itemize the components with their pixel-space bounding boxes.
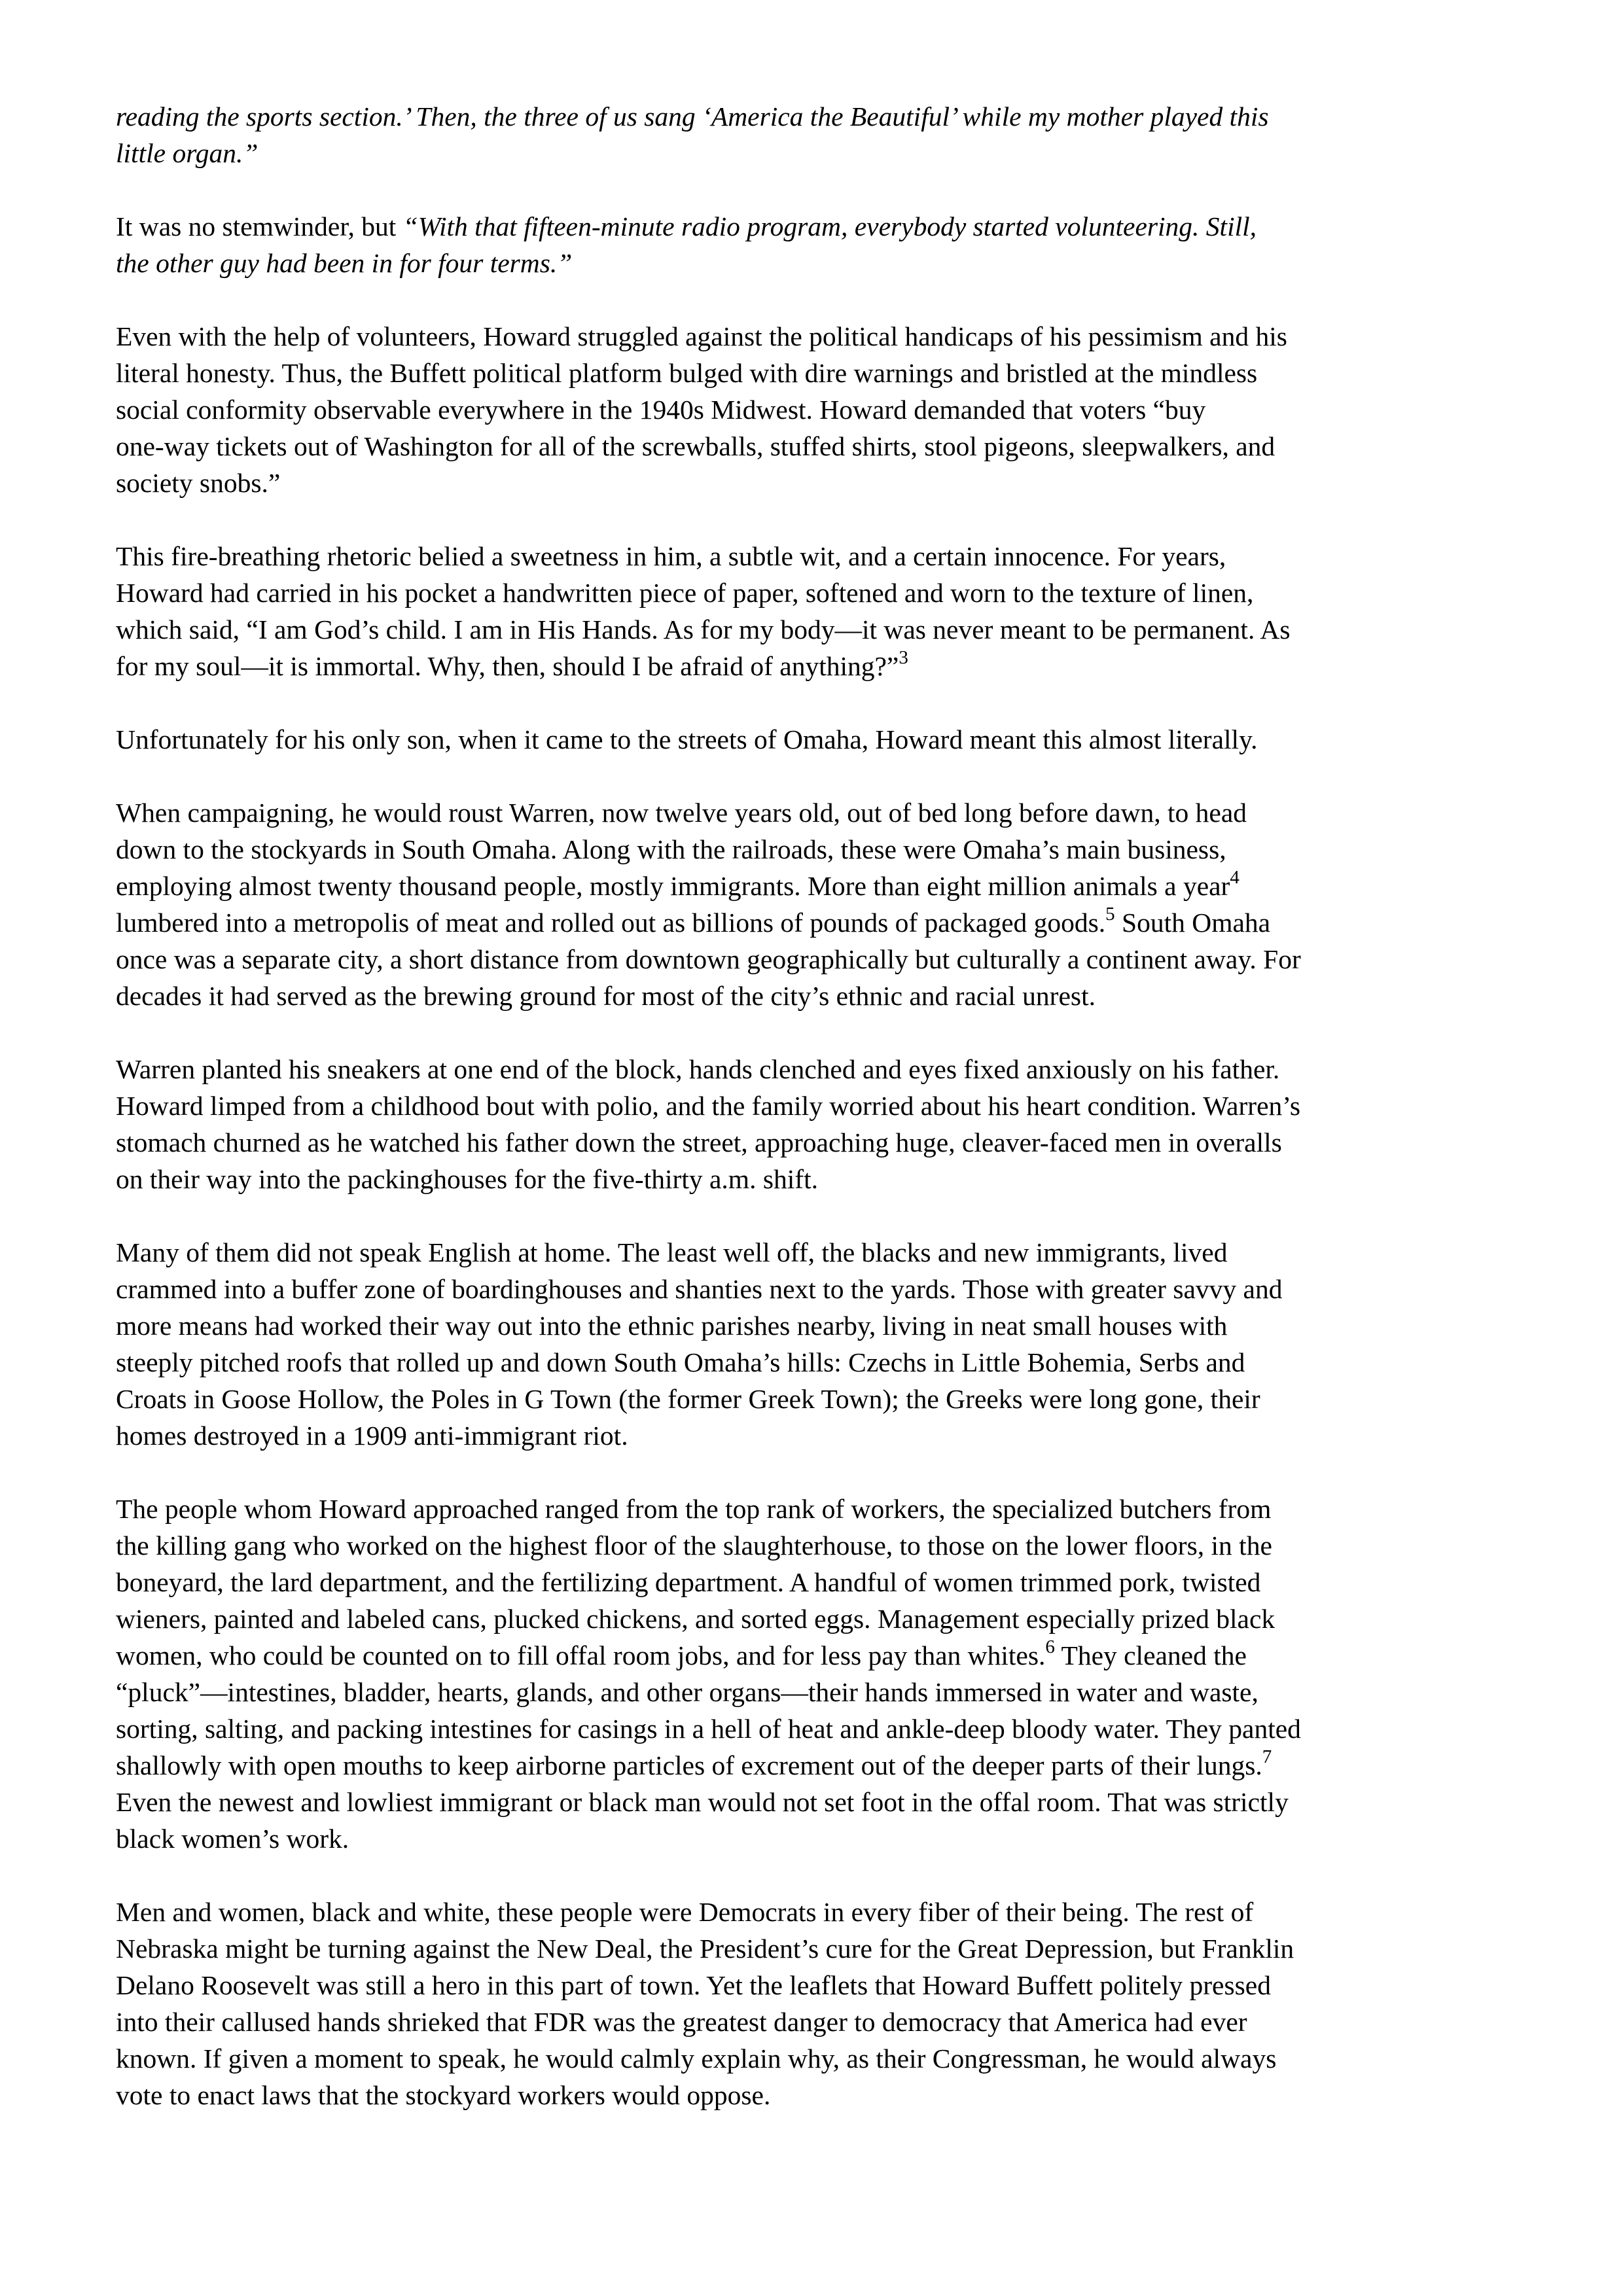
- text-run: social conformity observable everywhere in the 1940s Midwest. Howard demanded that voters “buy: [116, 395, 1206, 425]
- footnote-marker: 7: [1262, 1746, 1272, 1767]
- text-run: more means had worked their way out into the ethnic parishes nearby, living in neat small houses with: [116, 1311, 1228, 1341]
- text-run: When campaigning, he would roust Warren, now twelve years old, out of bed long before dawn, to head: [116, 798, 1247, 828]
- text-line: [116, 831, 1525, 868]
- text-run: “pluck”—intestines, bladder, hearts, glands, and other organs—their hands immersed in water and waste,: [116, 1677, 1258, 1707]
- text-line: [116, 1234, 1525, 1271]
- text-line: [116, 1674, 1525, 1710]
- text-run: Croats in Goose Hollow, the Poles in G Town (the former Greek Town); the Greeks were long gone, their: [116, 1384, 1260, 1414]
- paragraph-2: [116, 208, 1525, 281]
- text-line: [116, 318, 1525, 355]
- text-line: [116, 1747, 1525, 1784]
- text-line: [116, 1161, 1525, 1197]
- text-line: [116, 2040, 1525, 2077]
- text-line: [116, 941, 1525, 978]
- text-line: [116, 1820, 1525, 1857]
- text-line: [116, 721, 1525, 758]
- text-line: [116, 868, 1525, 904]
- text-line: [116, 574, 1525, 611]
- text-run: steeply pitched roofs that rolled up and down South Omaha’s hills: Czechs in Little Bohemia, Serbs and: [116, 1347, 1245, 1377]
- text-line: [116, 1600, 1525, 1637]
- text-run: wieners, painted and labeled cans, plucked chickens, and sorted eggs. Management especially prized black: [116, 1604, 1275, 1634]
- body-text: [116, 98, 1525, 2113]
- text-run: society snobs.”: [116, 468, 281, 498]
- text-run: This fire-breathing rhetoric belied a sweetness in him, a subtle wit, and a certain innocence. For years,: [116, 541, 1226, 571]
- text-run: Howard limped from a childhood bout with polio, and the family worried about his heart condition. Warren’s: [116, 1091, 1300, 1121]
- text-run: lumbered into a metropolis of meat and rolled out as billions of pounds of packaged goods.: [116, 908, 1106, 938]
- text-run: down to the stockyards in South Omaha. Along with the railroads, these were Omaha’s main business,: [116, 834, 1226, 864]
- footnote-marker: 3: [899, 647, 908, 668]
- text-run: It was no stemwinder, but: [116, 211, 403, 241]
- text-line: [116, 1307, 1525, 1344]
- text-run: sorting, salting, and packing intestines for casings in a hell of heat and ankle-deep bloody water. They panted: [116, 1714, 1301, 1744]
- paragraph-3: [116, 318, 1525, 501]
- text-run: The people whom Howard approached ranged from the top rank of workers, the specialized butchers from: [116, 1494, 1272, 1524]
- text-run: Unfortunately for his only son, when it came to the streets of Omaha, Howard meant this almost literally.: [116, 724, 1258, 754]
- text-line: [116, 1124, 1525, 1161]
- text-run: stomach churned as he watched his father down the street, approaching huge, cleaver-faced men in overalls: [116, 1127, 1282, 1157]
- text-run: the other guy had been in for four terms.”: [116, 248, 573, 278]
- text-line: [116, 904, 1525, 941]
- text-line: [116, 1967, 1525, 2004]
- text-run: for my soul—it is immortal. Why, then, should I be afraid of anything?”: [116, 651, 899, 681]
- text-run: boneyard, the lard department, and the fertilizing department. A handful of women trimmed pork, twisted: [116, 1567, 1261, 1597]
- text-line: [116, 1930, 1525, 1967]
- text-line: [116, 1894, 1525, 1930]
- text-run: employing almost twenty thousand people, mostly immigrants. More than eight million animals a year: [116, 871, 1230, 901]
- text-run: once was a separate city, a short distance from downtown geographically but culturally a continent away. For: [116, 944, 1301, 974]
- text-line: [116, 135, 1525, 171]
- text-line: [116, 1784, 1525, 1820]
- paragraph-4: [116, 538, 1525, 684]
- text-line: [116, 1710, 1525, 1747]
- text-run: Even with the help of volunteers, Howard struggled against the political handicaps of his pessimism and his: [116, 321, 1287, 351]
- text-line: [116, 2004, 1525, 2040]
- text-line: [116, 2077, 1525, 2113]
- text-line: [116, 1527, 1525, 1564]
- text-run: which said, “I am God’s child. I am in His Hands. As for my body—it was never meant to be permanent. As: [116, 614, 1291, 645]
- text-run: Even the newest and lowliest immigrant or black man would not set foot in the offal room. That was strictly: [116, 1787, 1289, 1817]
- text-line: [116, 538, 1525, 574]
- paragraph-9: [116, 1491, 1525, 1857]
- text-run: Nebraska might be turning against the New Deal, the President’s cure for the Great Depression, but Franklin: [116, 1934, 1294, 1964]
- text-run: Men and women, black and white, these people were Democrats in every fiber of their being. The rest of: [116, 1897, 1254, 1927]
- text-line: [116, 978, 1525, 1014]
- text-line: [116, 1271, 1525, 1307]
- text-run: Many of them did not speak English at home. The least well off, the blacks and new immigrants, lived: [116, 1237, 1228, 1267]
- text-run: one-way tickets out of Washington for all of the screwballs, stuffed shirts, stool pigeons, sleepwalkers, and: [116, 431, 1275, 461]
- text-line: [116, 611, 1525, 648]
- footnote-marker: 4: [1230, 867, 1240, 888]
- text-run: South Omaha: [1115, 908, 1271, 938]
- text-run: vote to enact laws that the stockyard workers would oppose.: [116, 2080, 771, 2110]
- text-line: [116, 794, 1525, 831]
- text-run: shallowly with open mouths to keep airborne particles of excrement out of the deeper parts of their lungs.: [116, 1750, 1262, 1780]
- text-line: [116, 1051, 1525, 1087]
- text-run: They cleaned the: [1054, 1640, 1247, 1670]
- text-line: [116, 245, 1525, 281]
- text-line: [116, 1491, 1525, 1527]
- text-run: homes destroyed in a 1909 anti-immigrant riot.: [116, 1421, 628, 1451]
- footnote-marker: 6: [1045, 1636, 1055, 1657]
- paragraph-6: [116, 794, 1525, 1014]
- text-line: [116, 1637, 1525, 1674]
- text-line: [116, 428, 1525, 465]
- paragraph-8: [116, 1234, 1525, 1454]
- text-line: [116, 1564, 1525, 1600]
- text-line: [116, 1087, 1525, 1124]
- text-line: [116, 355, 1525, 391]
- text-line: [116, 1344, 1525, 1381]
- text-run: Warren planted his sneakers at one end of the block, hands clenched and eyes fixed anxiously on his father.: [116, 1054, 1280, 1084]
- text-line: [116, 98, 1525, 135]
- text-run: little organ.”: [116, 138, 259, 168]
- text-run: known. If given a moment to speak, he would calmly explain why, as their Congressman, he would always: [116, 2043, 1277, 2074]
- paragraph-5: [116, 721, 1525, 758]
- text-run: crammed into a buffer zone of boardinghouses and shanties next to the yards. Those with greater savvy and: [116, 1274, 1283, 1304]
- text-run: “With that fifteen-minute radio program, everybody started volunteering. Still,: [402, 211, 1257, 241]
- text-line: [116, 1381, 1525, 1417]
- text-run: literal honesty. Thus, the Buffett political platform bulged with dire warnings and bristled at the mindless: [116, 358, 1258, 388]
- paragraph-10: [116, 1894, 1525, 2113]
- text-run: the killing gang who worked on the highest floor of the slaughterhouse, to those on the lower floors, in the: [116, 1530, 1272, 1561]
- text-run: on their way into the packinghouses for the five-thirty a.m. shift.: [116, 1164, 818, 1194]
- text-line: [116, 208, 1525, 245]
- text-run: black women’s work.: [116, 1824, 349, 1854]
- text-run: into their callused hands shrieked that FDR was the greatest danger to democracy that America had ever: [116, 2007, 1247, 2037]
- text-run: Howard had carried in his pocket a handwritten piece of paper, softened and worn to the texture of linen,: [116, 578, 1254, 608]
- text-run: decades it had served as the brewing ground for most of the city’s ethnic and racial unrest.: [116, 981, 1096, 1011]
- text-line: [116, 465, 1525, 501]
- footnote-marker: 5: [1105, 904, 1115, 925]
- text-run: reading the sports section.’ Then, the three of us sang ‘America the Beautiful’ while my mother played this: [116, 101, 1269, 132]
- text-line: [116, 648, 1525, 684]
- paragraph-1: [116, 98, 1525, 171]
- paragraph-7: [116, 1051, 1525, 1197]
- text-line: [116, 391, 1525, 428]
- text-run: women, who could be counted on to fill offal room jobs, and for less pay than whites.: [116, 1640, 1046, 1670]
- text-run: Delano Roosevelt was still a hero in this part of town. Yet the leaflets that Howard Buffett politely pressed: [116, 1970, 1271, 2000]
- text-line: [116, 1417, 1525, 1454]
